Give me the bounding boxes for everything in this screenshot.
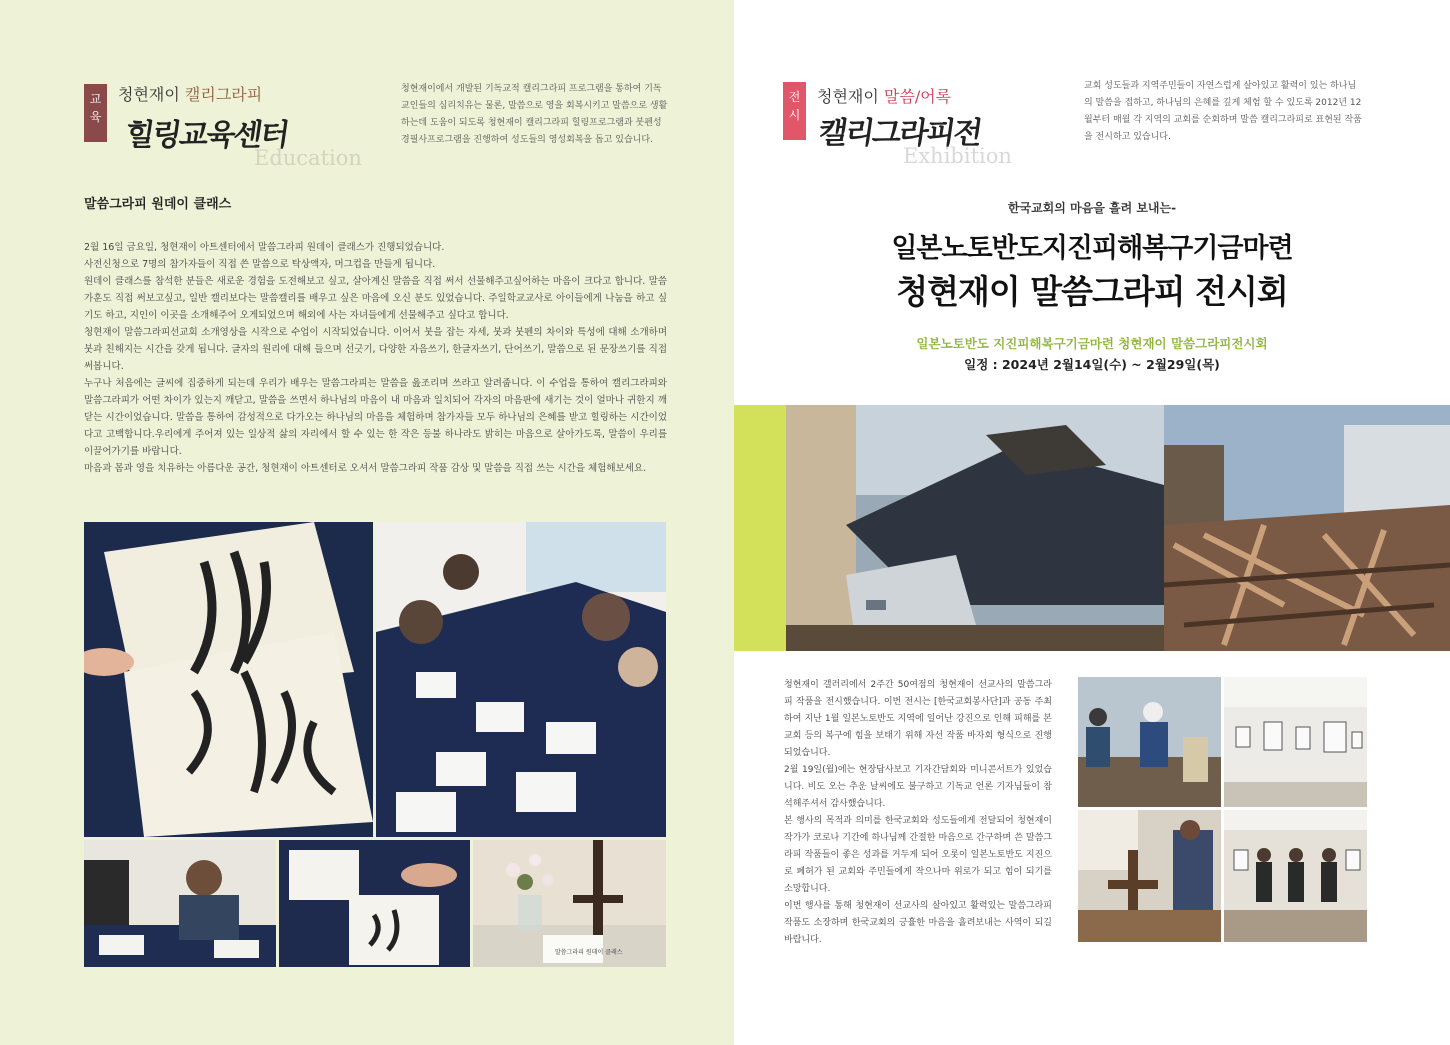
section-tag-char: 육 [89, 110, 102, 124]
article-body [84, 239, 667, 477]
photo-hands-writing [279, 840, 470, 967]
exhibition-schedule: 일정 : 2024년 2월14일(수) ~ 2월29일(목) [964, 357, 1220, 372]
intro-text: 교회 성도들과 지역주민들이 자연스럽게 살아있고 활력이 있는 하나님의 말씀을 접하고, 하나님의 은혜를 깊게 체험 할 수 있도록 2012년 12월부터 매월 각 지역의 교회를 순회하며 말씀 캘리그라피로 표현된 작품을 전시하고 있습니다. [1084, 81, 1362, 142]
paragraph: 원데이 클래스를 참석한 분들은 새로운 경험을 도전해보고 싶고, 살아계신 말씀을 직접 써서 선물해주고싶어하는 마음이 크다고 합니다. 말씀가훈도 직접 써보고싶고, 일반 캘리보다는 말씀캘리를 배우고 싶은 마음에 오신 분도 있었습니다. 주일학교교사로 아이들에게 나눔을 하고 싶기도 하고, 지인이 이곳을 소개해주어 오게되었으며 해외에 사는 자녀들에게 선물해주고 싶다고 합니다. [84, 276, 667, 321]
brush-title: 힐링교육센터 [123, 118, 290, 153]
paragraph: 마음과 몸과 영을 치유하는 아름다운 공간, 청현재이 아트센터로 오셔서 말씀그라피 작품 감상 및 말씀을 직접 쓰는 시간을 체험해보세요. [84, 463, 647, 474]
photo-woman-writing [84, 840, 276, 967]
photo-flower-vase [473, 840, 666, 967]
photo-class-table [376, 522, 666, 837]
english-title: Education [254, 146, 362, 170]
photo-cross-prayer [1078, 810, 1221, 942]
paragraph: 청현재이 갤러리에서 2주간 50여점의 청현재이 선교사의 말씀그라피 작품을 전시했습니다. 이번 전시는 [한국교회봉사단]과 공동 주최하여 지난 1월 일본노토반도 지역에 일어난 강진으로 인해 피해를 본 교회 등의 복구에 힘을 보태기 위해 자선 작품 바자회 형식으로 진행되었습니다. [784, 680, 1052, 758]
photo-calligraphy-papers [84, 522, 373, 837]
paragraph: 2월 16일 금요일, 청현재이 아트센터에서 말씀그라피 원데이 클래스가 진행되었습니다. [84, 242, 445, 253]
series-accent: 말씀/어록 [883, 87, 952, 106]
intro-text: 청현재이에서 개발된 기독교적 캘리그라피 프로그램을 통하여 기독교인들의 심리치유는 물론, 말씀으로 영을 회복시키고 말씀으로 생활하는데 도움이 되도록 청현재이 캘리그라피 힐링프로그램과 붓펜성경필사프로그램을 진행하여 성도들의 영성회복을 돕고 있습니다. [401, 84, 668, 145]
exhibition-subtitle: 일본노토반도 지진피해복구기금마련 청현재이 말씀그라피전시회 [916, 336, 1268, 351]
photo-debris [1164, 405, 1450, 651]
brush-title: 캘리그라피전 [816, 116, 983, 151]
photo-mini-concert [1224, 810, 1367, 942]
article-body [784, 677, 1052, 949]
section-heading: 말씀그라피 원데이 클래스 [84, 197, 232, 212]
photo-gallery [1224, 677, 1367, 807]
photo-site-visit [1078, 677, 1221, 807]
section-tag-education [84, 84, 107, 142]
paragraph: 사전신청으로 7명의 참가자들이 직접 쓴 말씀으로 탁상액자, 머그컵을 만들게 됩니다. [84, 259, 436, 270]
series-accent: 캘리그라피 [184, 85, 263, 104]
paragraph: 누구나 처음에는 글씨에 집중하게 되는데 우리가 배우는 말씀그라피는 말씀을 읊조리며 쓰라고 알려줍니다. 이 수업을 통하여 캘리그라피와 말씀그라피가 어떤 차이가 있는지 깨닫고, 말씀을 쓰면서 하나님의 마음이 내 마음과 일치되어 각자의 마음판에 새기는 것이 얼마나 귀한지 깨닫는 시간이었습니다. 말씀을 통하여 감성적으로 다가오는 하나님의 마음을 체험하며 참가자들 모두 하나님의 은혜를 받고 힐링하는 시간이었다고 고백합니다.우리에게 주어져 있는 일상적 삶의 자리에서 할 수 있는 한 작은 등불 하나라도 밝히는 마음으로 살아가도록, 말씀이 우리를 이끌어가기를 바랍니다. [84, 378, 667, 457]
english-title: Exhibition [903, 144, 1012, 168]
section-tag-char: 시 [788, 108, 801, 122]
series-title [817, 84, 951, 107]
paragraph: 본 행사의 목적과 의미를 한국교회와 성도들에게 전달되어 청현재이 작가가 코로나 기간에 하나님께 간절한 마음으로 간구하며 쓴 말씀그라피 작품들이 좋은 성과를 거두게 되어 오롯이 일본노토반도 지진으로 폐허가 된 교회와 주민들에게 작으나마 위로가 되고 힘이 되기를 소망합니다. [784, 816, 1052, 894]
photo-label: 말씀그라피 원데이 클래스 [555, 949, 623, 956]
section-tag-char: 전 [788, 90, 801, 104]
series-title [118, 82, 262, 105]
paragraph: 청현재이 말씀그라피선교회 소개영상을 시작으로 수업이 시작되었습니다. 이어서 붓을 잡는 자세, 붓과 붓펜의 차이와 특성에 대해 소개하며 붓과 친해지는 시간을 갖게 됩니다. 글자의 원리에 대해 들으며 선긋기, 다양한 자음쓰기, 한글자쓰기, 단어쓰기, 말씀으로 된 문장쓰기를 직접 써봅니다. [84, 327, 667, 372]
section-tag-char: 교 [89, 92, 102, 106]
series-prefix: 청현재이 [817, 87, 879, 106]
kicker: 한국교회의 마음을 흘려 보내는- [1007, 201, 1177, 215]
paragraph: 2월 19일(월)에는 현장답사보고 기자간담회와 미니콘서트가 있었습니다. 비도 오는 추운 날씨에도 불구하고 기독교 언론 기자님들이 참석해주셔서 감사했습니다. [784, 765, 1052, 809]
photo-collapsed-house [786, 405, 1164, 651]
accent-bar [734, 405, 786, 651]
section-tag-exhibition [783, 82, 806, 140]
series-prefix: 청현재이 [118, 85, 180, 104]
right-page [734, 0, 1450, 1045]
paragraph: 이번 행사를 통해 청현재이 선교사의 살아있고 활력있는 말씀그라피 작품도 소장하며 한국교회의 긍휼한 마음을 흘려보내는 사역이 되길 바랍니다. [784, 901, 1052, 945]
headline-line-2: 청현재이 말씀그라피 전시회 [896, 272, 1288, 311]
headline-line-1: 일본노토반도지진피해복구기금마련 [891, 233, 1293, 264]
